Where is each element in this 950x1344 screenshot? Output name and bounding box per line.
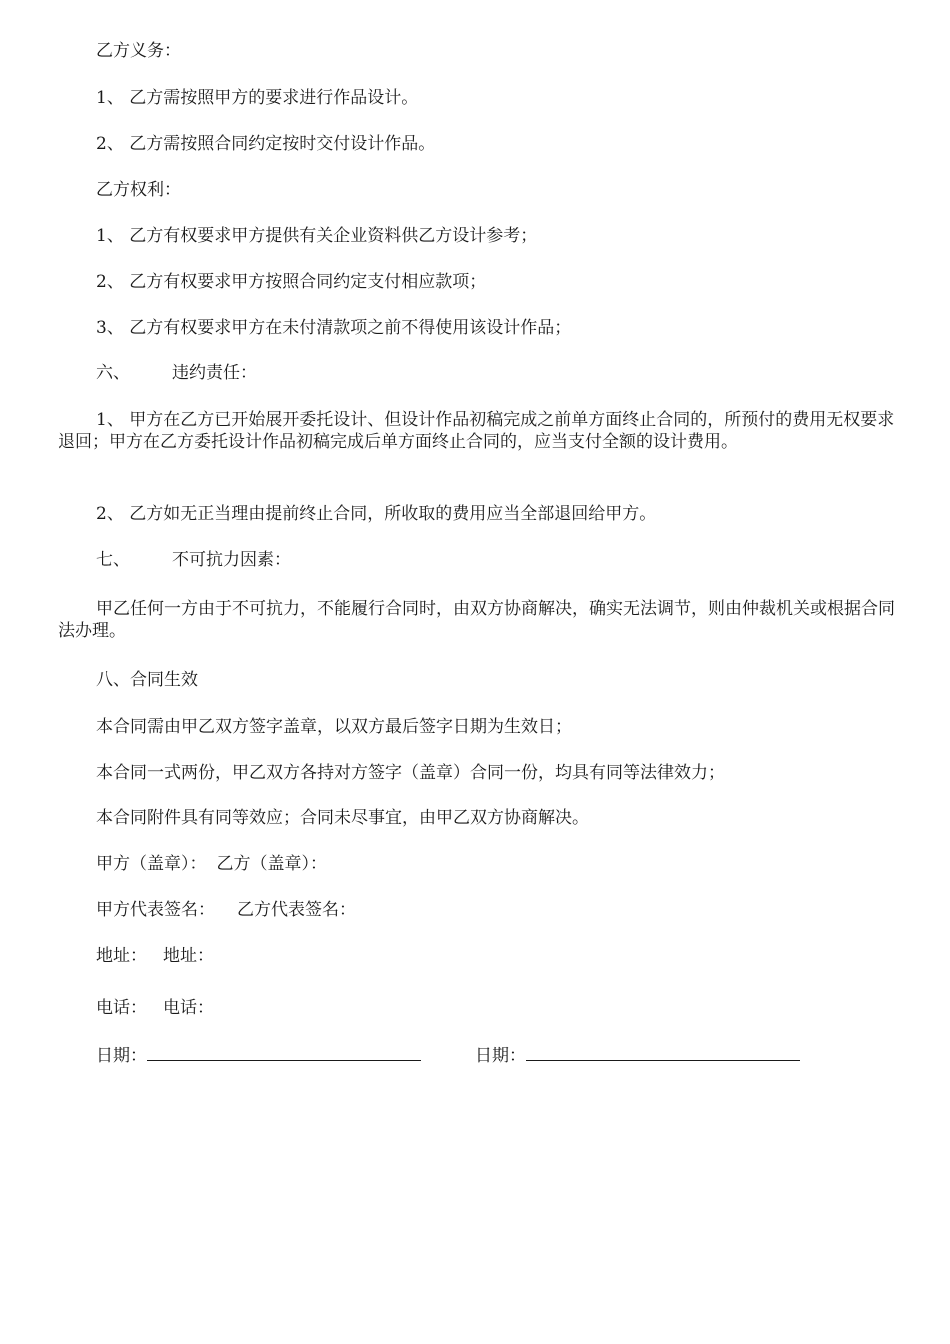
address-a-label: 地址： [96,946,147,966]
section-8-line-3: 本合同附件具有同等效应；合同未尽事宜，由甲乙双方协商解决。 [96,808,589,828]
section-6-number: 六、 [96,363,130,383]
section-6-paragraph-2: 2、 乙方如无正当理由提前终止合同，所收取的费用应当全部退回给甲方。 [96,504,657,524]
date-a-blank-line[interactable] [147,1044,421,1061]
date-b-label: 日期： [475,1046,526,1066]
representative-row [96,899,356,921]
phone-row [96,997,214,1019]
section-8-line-1: 本合同需由甲乙双方签字盖章，以双方最后签字日期为生效日； [96,717,572,737]
section-8-line-2: 本合同一式两份，甲乙双方各持对方签字（盖章）合同一份，均具有同等法律效力； [96,763,725,783]
seal-row [96,853,327,875]
rep-a-label: 甲方代表签名： [96,900,215,920]
section-7-paragraph [58,598,902,642]
seal-a-label: 甲方（盖章）： [96,854,207,874]
section-8-heading: 八、合同生效 [96,670,198,690]
section-6-heading [96,362,257,384]
section-6-paragraph-1 [58,409,902,453]
section-7-title: 不可抗力因素： [172,550,291,570]
date-a-label: 日期： [96,1046,147,1066]
section-6-title: 违约责任： [172,363,257,383]
section-7-paragraph-text: 甲乙任何一方由于不可抗力，不能履行合同时，由双方协商解决，确实无法调节，则由仲裁机关或根据合同法办理。 [58,599,895,641]
rights-b-item-1: 1、 乙方有权要求甲方提供有关企业资料供乙方设计参考； [96,226,538,246]
phone-a-label: 电话： [96,998,147,1018]
phone-b-label: 电话： [163,998,214,1018]
rights-b-item-2: 2、 乙方有权要求甲方按照合同约定支付相应款项； [96,272,487,292]
rep-b-label: 乙方代表签名： [237,900,356,920]
rights-b-heading: 乙方权利： [96,180,181,200]
obligations-b-item-1: 1、 乙方需按照甲方的要求进行作品设计。 [96,88,419,108]
section-7-number: 七、 [96,550,130,570]
seal-b-label: 乙方（盖章）： [216,854,327,874]
address-b-label: 地址： [163,946,214,966]
obligations-b-item-2: 2、 乙方需按照合同约定按时交付设计作品。 [96,134,436,154]
section-6-paragraph-1-text: 1、 甲方在乙方已开始展开委托设计、但设计作品初稿完成之前单方面终止合同的，所预付的费用无权要求退回；甲方在乙方委托设计作品初稿完成后单方面终止合同的，应当支付全额的设计费用。 [58,410,895,452]
date-row [96,1044,800,1067]
obligations-b-heading: 乙方义务： [96,41,181,61]
rights-b-item-3: 3、 乙方有权要求甲方在未付清款项之前不得使用该设计作品； [96,318,572,338]
address-row [96,945,214,967]
section-7-heading [96,549,291,571]
date-b-blank-line[interactable] [526,1044,800,1061]
